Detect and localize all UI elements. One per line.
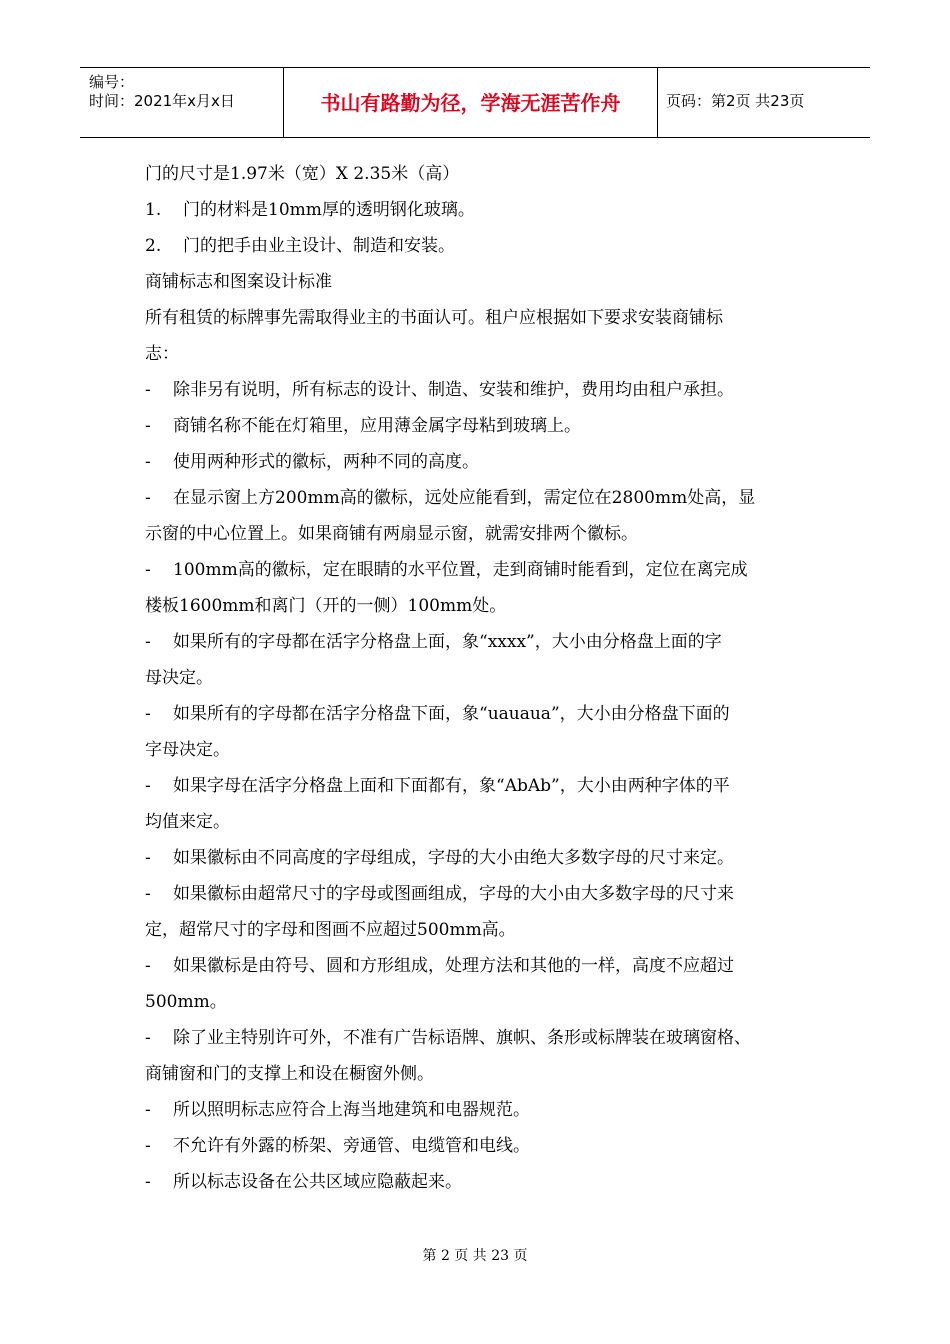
body-line xyxy=(145,1128,825,1164)
bullet-dash: - xyxy=(145,1136,151,1156)
bullet-dash: - xyxy=(145,848,151,868)
body-line xyxy=(145,732,825,768)
body-line xyxy=(145,480,825,516)
body-line xyxy=(145,696,825,732)
bullet-dash: - xyxy=(145,776,151,796)
body-line-text: 门的尺寸是1.97米（宽）X 2.35米（高） xyxy=(145,164,460,184)
bullet-dash: - xyxy=(145,1028,151,1048)
body-line-text: 门的把手由业主设计、制造和安装。 xyxy=(183,236,455,256)
body-line-text: 母决定。 xyxy=(145,668,213,688)
body-line-text: 100mm高的徽标，定在眼睛的水平位置，走到商铺时能看到，定位在离完成 xyxy=(173,560,748,580)
body-line xyxy=(145,336,825,372)
body-line-text: 如果所有的字母都在活字分格盘上面，象“xxxx”，大小由分格盘上面的字 xyxy=(173,632,722,652)
body-line-text: 门的材料是10mm厚的透明钢化玻璃。 xyxy=(183,200,475,220)
body-line-text: 使用两种形式的徽标，两种不同的高度。 xyxy=(173,452,479,472)
body-line-text: 500mm。 xyxy=(145,992,227,1012)
bullet-dash: - xyxy=(145,1100,151,1120)
body-line-text: 字母决定。 xyxy=(145,740,230,760)
body-line xyxy=(145,264,825,300)
bullet-dash: - xyxy=(145,704,151,724)
body-line-text: 商铺名称不能在灯箱里，应用薄金属字母粘到玻璃上。 xyxy=(173,416,581,436)
body-line-text: 定，超常尺寸的字母和图画不应超过500mm高。 xyxy=(145,920,516,940)
body-line-text: 所以标志设备在公共区域应隐蔽起来。 xyxy=(173,1172,462,1192)
bullet-dash: - xyxy=(145,956,151,976)
header-motto-cell xyxy=(284,68,658,137)
bullet-dash: - xyxy=(145,452,151,472)
list-number: 1. xyxy=(145,200,162,220)
body-line-text: 志： xyxy=(145,344,179,364)
body-line-text: 商铺标志和图案设计标准 xyxy=(145,272,332,292)
body-line xyxy=(145,1020,825,1056)
body-line xyxy=(145,156,825,192)
body-line xyxy=(145,660,825,696)
body-line-text: 如果所有的字母都在活字分格盘下面，象“uauaua”，大小由分格盘下面的 xyxy=(173,704,730,724)
document-number-label: 编号： xyxy=(89,73,135,91)
body-line-text: 除了业主特别许可外，不准有广告标语牌、旗帜、条形或标牌装在玻璃窗格、 xyxy=(173,1028,751,1048)
body-line xyxy=(145,1056,825,1092)
body-line-text: 如果徽标是由符号、圆和方形组成，处理方法和其他的一样，高度不应超过 xyxy=(173,956,734,976)
body-line-text: 示窗的中心位置上。如果商铺有两扇显示窗，就需安排两个徽标。 xyxy=(145,524,638,544)
body-line xyxy=(145,228,825,264)
page-header xyxy=(80,67,870,138)
body-line-text: 不允许有外露的桥架、旁通管、电缆管和电线。 xyxy=(173,1136,530,1156)
body-line-text: 如果徽标由超常尺寸的字母或图画组成，字母的大小由大多数字母的尺寸来 xyxy=(173,884,734,904)
body-line-text: 所以照明标志应符合上海当地建筑和电器规范。 xyxy=(173,1100,530,1120)
body-line xyxy=(145,408,825,444)
bullet-dash: - xyxy=(145,416,151,436)
body-line xyxy=(145,624,825,660)
body-line xyxy=(145,192,825,228)
bullet-dash: - xyxy=(145,1172,151,1192)
body-line xyxy=(145,372,825,408)
header-meta-cell xyxy=(80,68,284,137)
list-number: 2. xyxy=(145,236,162,256)
body-line xyxy=(145,444,825,480)
header-motto: 书山有路勤为径，学海无涯苦作舟 xyxy=(320,91,621,115)
body-line-text: 如果徽标由不同高度的字母组成，字母的大小由绝大多数字母的尺寸来定。 xyxy=(173,848,734,868)
body-line xyxy=(145,948,825,984)
page-footer: 第 2 页 共 23 页 xyxy=(422,1248,528,1264)
document-body xyxy=(145,156,825,1200)
header-page-number: 页码：第2页 共23页 xyxy=(666,92,805,110)
body-line xyxy=(145,984,825,1020)
body-line xyxy=(145,588,825,624)
bullet-dash: - xyxy=(145,560,151,580)
body-line xyxy=(145,300,825,336)
body-line-text: 楼板1600mm和离门（开的一侧）100mm处。 xyxy=(145,596,507,616)
body-line-text: 在显示窗上方200mm高的徽标，远处应能看到，需定位在2800mm处高，显 xyxy=(173,488,756,508)
body-line-text: 所有租赁的标牌事先需取得业主的书面认可。租户应根据如下要求安装商铺标 xyxy=(145,308,723,328)
body-line xyxy=(145,1164,825,1200)
body-line xyxy=(145,912,825,948)
body-line-text: 除非另有说明，所有标志的设计、制造、安装和维护，费用均由租户承担。 xyxy=(173,380,734,400)
bullet-dash: - xyxy=(145,488,151,508)
body-line xyxy=(145,804,825,840)
body-line xyxy=(145,1092,825,1128)
body-line-text: 商铺窗和门的支撑上和设在橱窗外侧。 xyxy=(145,1064,434,1084)
document-date-label: 时间：2021年x月x日 xyxy=(89,92,235,110)
body-line xyxy=(145,876,825,912)
body-line xyxy=(145,552,825,588)
bullet-dash: - xyxy=(145,632,151,652)
header-page-cell xyxy=(658,68,870,137)
body-line xyxy=(145,516,825,552)
body-line xyxy=(145,768,825,804)
bullet-dash: - xyxy=(145,380,151,400)
body-line-text: 如果字母在活字分格盘上面和下面都有，象“AbAb”，大小由两种字体的平 xyxy=(173,776,730,796)
body-line-text: 均值来定。 xyxy=(145,812,230,832)
body-line xyxy=(145,840,825,876)
bullet-dash: - xyxy=(145,884,151,904)
